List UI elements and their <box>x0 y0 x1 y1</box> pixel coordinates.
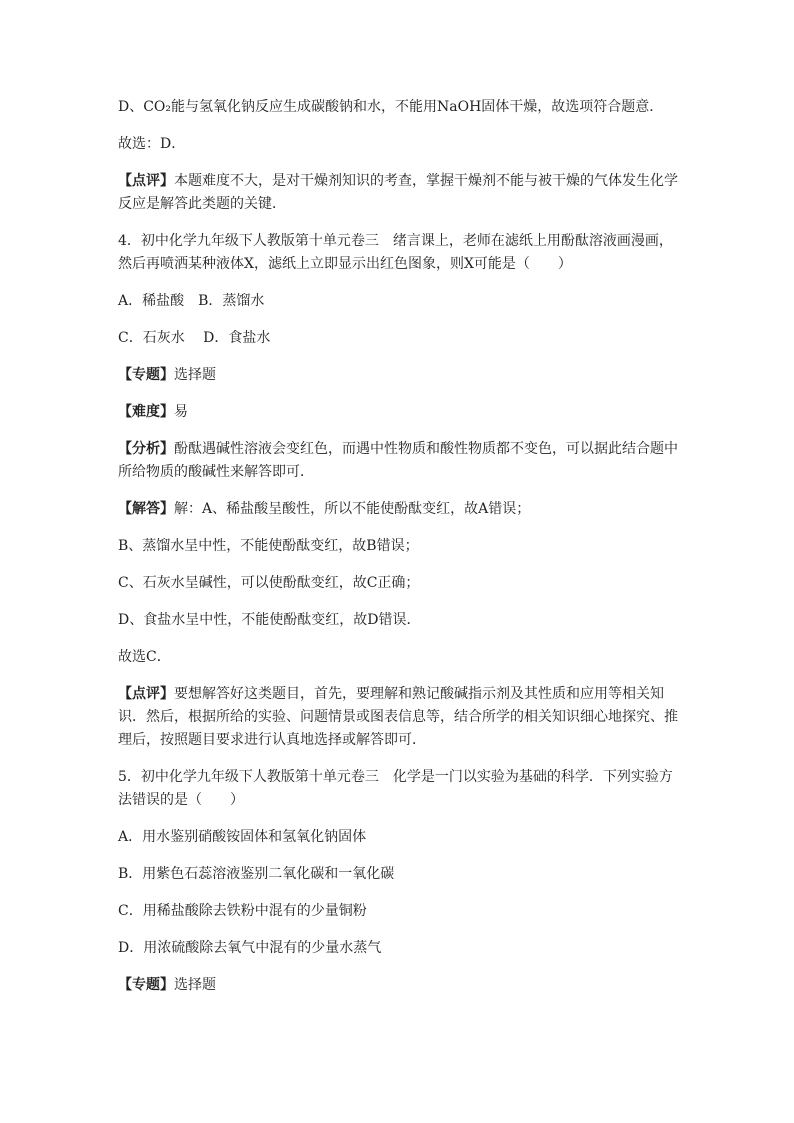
section-tag: 【点评】 <box>118 173 174 189</box>
paragraph-text: D、CO₂能与氢氧化钠反应生成碳酸钠和水，不能用NaOH固体干燥，故选项符合题意． <box>118 99 664 115</box>
paragraph <box>118 170 678 216</box>
section-tag: 【解答】 <box>118 501 174 517</box>
paragraph <box>118 401 678 424</box>
document-page <box>118 96 678 1011</box>
paragraph <box>118 498 678 521</box>
section-tag: 【分析】 <box>118 441 174 457</box>
paragraph <box>118 683 678 752</box>
answer-options <box>118 327 678 350</box>
section-tag: 【专题】 <box>118 977 174 993</box>
answer-option <box>118 826 678 849</box>
answer-options <box>118 290 678 313</box>
paragraph-text: C．用稀盐酸除去铁粉中混有的少量铜粉 <box>118 903 367 919</box>
paragraph <box>118 646 678 669</box>
paragraph-text: 选择题 <box>174 977 216 993</box>
paragraph <box>118 364 678 387</box>
paragraph <box>118 438 678 484</box>
paragraph-text: A．稀盐酸 B．蒸馏水 <box>118 293 265 309</box>
paragraph-text: 选择题 <box>174 367 216 383</box>
paragraph-text: 本题难度不大，是对干燥剂知识的考查，掌握干燥剂不能与被干燥的气体发生化学反应是解答此类题的关键． <box>118 173 678 212</box>
paragraph-text: C、石灰水呈碱性，可以使酚酞变红，故C正确； <box>118 575 420 591</box>
paragraph-text: D、食盐水呈中性，不能使酚酞变红，故D错误． <box>118 612 421 628</box>
question-stem <box>118 230 678 276</box>
paragraph-text: D．用浓硫酸除去氧气中混有的少量水蒸气 <box>118 940 382 956</box>
section-tag: 【点评】 <box>118 686 174 702</box>
paragraph <box>118 609 678 632</box>
paragraph-text: 故选：D． <box>118 136 186 152</box>
paragraph-text: 要想解答好这类题目，首先，要理解和熟记酸碱指示剂及其性质和应用等相关知识．然后，根据所给的实验、问题情景或图表信息等，结合所学的相关知识细心地探究、推理后，按照题目要求进行认真地选择或解答即可． <box>118 686 678 748</box>
paragraph <box>118 572 678 595</box>
answer-option <box>118 937 678 960</box>
paragraph-text: 故选C． <box>118 649 171 665</box>
paragraph-text: 易 <box>174 404 188 420</box>
answer-option <box>118 900 678 923</box>
paragraph-text: C．石灰水 D．食盐水 <box>118 330 271 346</box>
paragraph-text: A．用水鉴别硝酸铵固体和氢氧化钠固体 <box>118 829 367 845</box>
section-tag: 【难度】 <box>118 404 174 420</box>
paragraph <box>118 133 678 156</box>
paragraph <box>118 535 678 558</box>
paragraph-text: B、蒸馏水呈中性，不能使酚酞变红，故B错误； <box>118 538 419 554</box>
paragraph-text: 酚酞遇碱性溶液会变红色，而遇中性物质和酸性物质都不变色，可以据此结合题中所给物质的酸碱性来解答即可． <box>118 441 678 480</box>
answer-option <box>118 863 678 886</box>
section-tag: 【专题】 <box>118 367 174 383</box>
paragraph-text: 5．初中化学九年级下人教版第十单元卷三 化学是一门以实验为基础的科学．下列实验方法错误的是（ ） <box>118 769 673 808</box>
paragraph <box>118 974 678 997</box>
question-stem <box>118 766 678 812</box>
paragraph <box>118 96 678 119</box>
paragraph-text: 解：A、稀盐酸呈酸性，所以不能使酚酞变红，故A错误； <box>174 501 531 517</box>
paragraph-text: B．用紫色石蕊溶液鉴别二氧化碳和一氧化碳 <box>118 866 395 882</box>
paragraph-text: 4．初中化学九年级下人教版第十单元卷三 绪言课上，老师在滤纸上用酚酞溶液画漫画，然后再喷洒某种液体X，滤纸上立即显示出红色图象，则X可能是（ ） <box>118 233 673 272</box>
